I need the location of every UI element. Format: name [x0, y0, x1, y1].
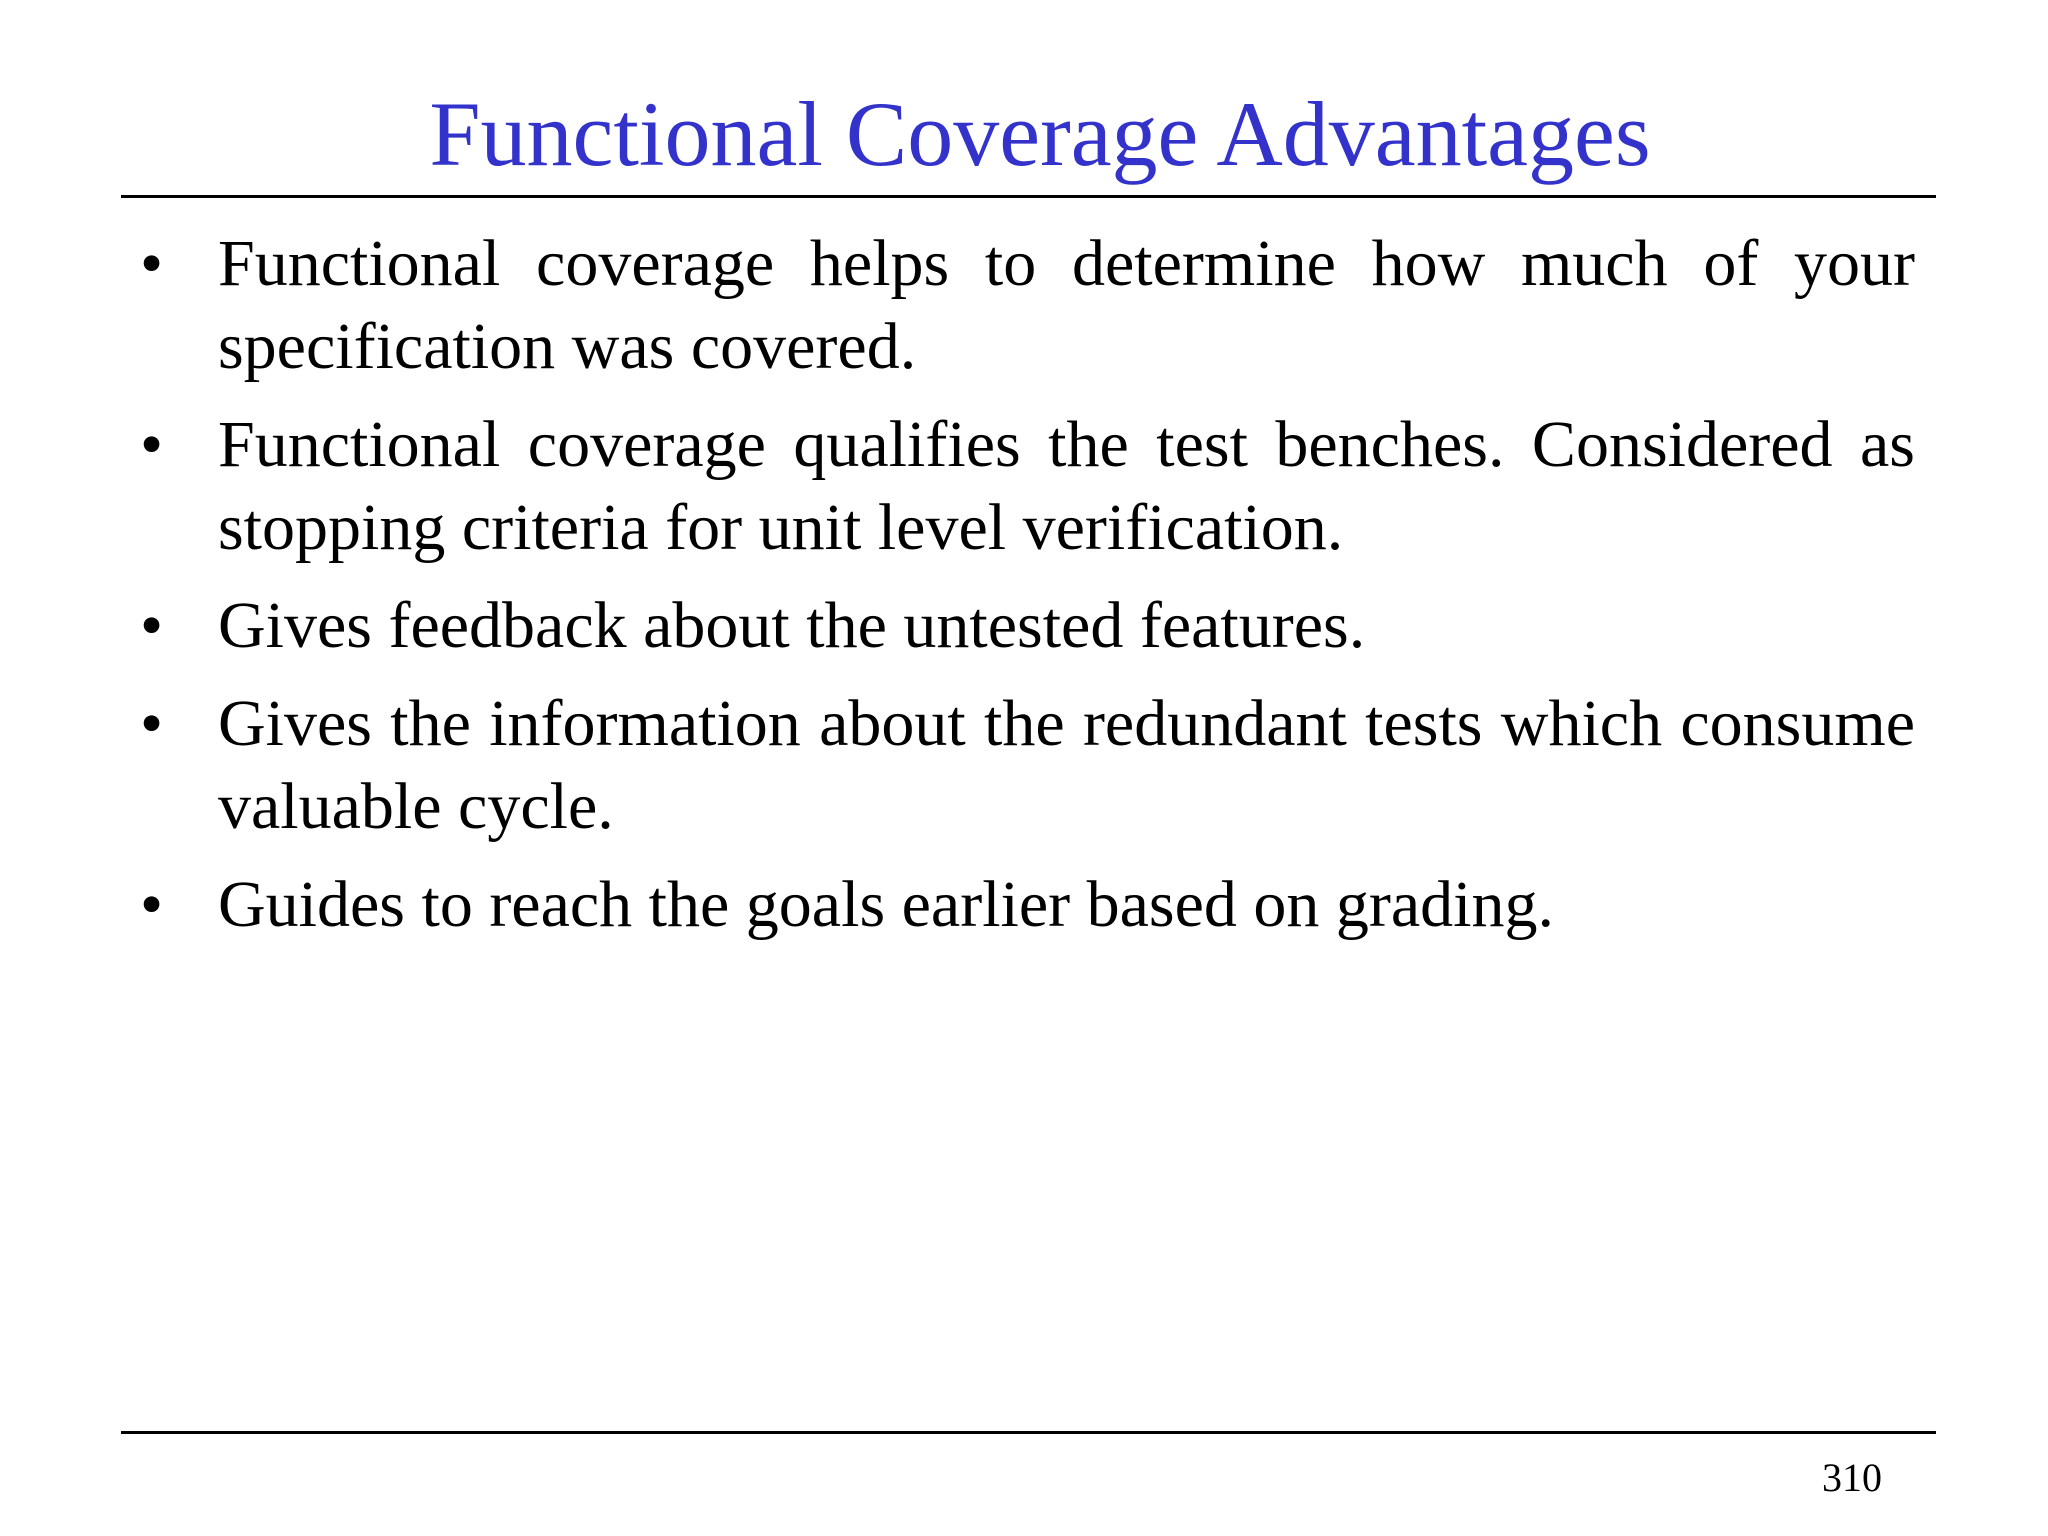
bullet-list — [140, 222, 1915, 961]
title-divider — [121, 195, 1936, 198]
bullet-dot-icon: • — [140, 227, 164, 300]
bullet-text: Gives the information about the redundant tests which consume valuable cycle. — [218, 687, 1915, 843]
footer-divider — [121, 1431, 1936, 1434]
bullet-item — [140, 682, 1915, 848]
bullet-text: Functional coverage helps to determine how much of your specification was covered. — [218, 227, 1915, 383]
bullet-dot-icon: • — [140, 868, 164, 941]
page-number: 310 — [1822, 1455, 1882, 1500]
bullet-text: Guides to reach the goals earlier based on grading. — [218, 868, 1555, 941]
bullet-item — [140, 863, 1915, 946]
bullet-text: Functional coverage qualifies the test benches. Considered as stopping criteria for unit level verification. — [218, 408, 1915, 564]
bullet-text: Gives feedback about the untested features. — [218, 589, 1366, 662]
bullet-dot-icon: • — [140, 408, 164, 481]
bullet-item — [140, 403, 1915, 569]
bullet-item — [140, 584, 1915, 667]
bullet-item — [140, 222, 1915, 388]
bullet-dot-icon: • — [140, 687, 164, 760]
slide-title: Functional Coverage Advantages — [429, 83, 1651, 185]
bullet-dot-icon: • — [140, 589, 164, 662]
